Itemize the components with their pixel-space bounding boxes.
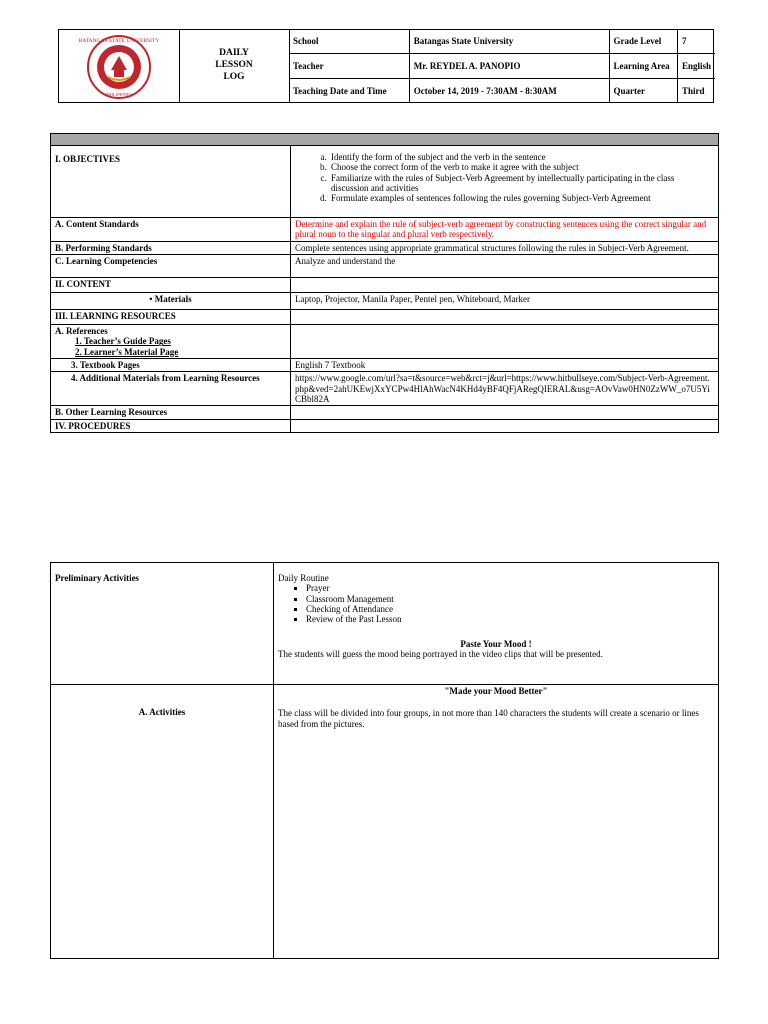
objectives-list-cell xyxy=(291,146,719,218)
objective-item: c. Familiarize with the rules of Subject-Verb Agreement by intellectually participating in the class discussion and activities xyxy=(329,173,714,194)
performing-standards-label: B. Performing Standards xyxy=(51,241,291,254)
dll-line-3: LOG xyxy=(223,71,245,82)
textbook-row xyxy=(51,359,719,372)
textbook-label: 3. Textbook Pages xyxy=(51,359,291,372)
objective-item: b. Choose the correct form of the verb to make it agree with the subject xyxy=(329,162,714,172)
materials-text: Laptop, Projector, Manila Paper, Pentel pen, Whiteboard, Marker xyxy=(291,293,719,310)
school-label: School xyxy=(289,29,409,54)
logo-cell xyxy=(59,30,180,102)
procedures-row xyxy=(51,419,719,432)
performing-standards-text: Complete sentences using appropriate grammatical structures following the rules in Subject-Verb Agreement. xyxy=(291,241,719,254)
materials-label-cell: • Materials xyxy=(51,293,291,310)
objective-item: a. Identify the form of the subject and the verb in the sentence xyxy=(329,152,714,162)
svg-text:PHILIPPINES: PHILIPPINES xyxy=(105,92,133,97)
references-cell xyxy=(51,325,291,359)
content-row xyxy=(51,278,719,293)
preliminary-row xyxy=(51,563,719,685)
quarter-value: Third xyxy=(677,79,715,104)
performing-standards-row xyxy=(51,241,719,254)
svg-text:BATANGAS STATE UNIVERSITY: BATANGAS STATE UNIVERSITY xyxy=(78,38,160,44)
teacher-value: Mr. REYDEL A. PANOPIO xyxy=(409,54,609,79)
references-label: A. References xyxy=(55,326,108,337)
content-standards-label: A. Content Standards xyxy=(51,218,291,242)
activity-text: The class will be divided into four groups, in not more than 140 characters the students will create a scenario or lines based from the pictures. xyxy=(278,708,699,729)
preliminary-label: Preliminary Activities xyxy=(51,563,274,685)
daily-routine-label: Daily Routine xyxy=(278,573,329,583)
objectives-row xyxy=(51,146,719,218)
routine-item: ▪ Classroom Management xyxy=(306,594,714,604)
objective-item: d. Formulate examples of sentences following the rules governing Subject-Verb Agreement xyxy=(329,193,714,203)
procedures-label: IV. PROCEDURES xyxy=(51,419,291,432)
info-row-school xyxy=(289,29,715,54)
additional-materials-row xyxy=(51,372,719,406)
lesson-plan-table xyxy=(50,133,719,433)
routine-item: ▪ Prayer xyxy=(306,583,714,593)
additional-materials-label: 4. Additional Materials from Learning Resources xyxy=(51,372,291,406)
preliminary-content xyxy=(274,563,719,685)
daily-lesson-log-title xyxy=(179,30,290,102)
paste-mood-title: Paste Your Mood ! xyxy=(460,638,532,649)
quarter-label: Quarter xyxy=(609,79,677,104)
activities-label: A. Activities xyxy=(51,685,274,959)
paste-mood-text: The students will guess the mood being portrayed in the video clips that will be presented. xyxy=(278,649,603,660)
content-standards-row xyxy=(51,218,719,242)
gray-header-band xyxy=(51,134,719,146)
other-resources-row xyxy=(51,406,719,419)
learners-material-label: 2. Learner’s Material Page xyxy=(75,346,179,357)
grade-level-label: Grade Level xyxy=(609,29,677,54)
content-standards-text: Determine and explain the rule of subject-verb agreement by constructing sentences using the correct singular and plural noun to the singular and plural verb respectively. xyxy=(291,218,719,242)
other-resources-label: B. Other Learning Resources xyxy=(51,406,291,419)
dll-line-2: LESSON xyxy=(215,60,253,71)
info-table xyxy=(289,29,715,103)
activities-content xyxy=(274,685,719,959)
teachers-guide-label: 1. Teacher’s Guide Pages xyxy=(75,336,171,347)
header-table xyxy=(58,29,714,103)
competencies-row xyxy=(51,255,719,278)
routine-item: ▪ Review of the Past Lesson xyxy=(306,614,714,624)
grade-level-value: 7 xyxy=(677,29,715,54)
materials-row xyxy=(51,293,719,310)
objectives-label: I. OBJECTIVES xyxy=(51,146,291,218)
resources-row xyxy=(51,310,719,325)
teacher-label: Teacher xyxy=(289,54,409,79)
competencies-label: C. Learning Competencies xyxy=(51,255,291,278)
learning-area-value: English xyxy=(677,54,715,79)
resources-label: III. LEARNING RESOURCES xyxy=(51,310,291,325)
date-value: October 14, 2019 - 7:30AM - 8:30AM xyxy=(409,79,609,104)
info-row-date xyxy=(289,79,715,104)
school-value: Batangas State University xyxy=(409,29,609,54)
textbook-text: English 7 Textbook xyxy=(291,359,719,372)
activity-title: "Made your Mood Better" xyxy=(444,686,548,696)
competencies-text: Analyze and understand the xyxy=(291,255,719,278)
procedures-table xyxy=(50,562,719,959)
references-row xyxy=(51,325,719,359)
info-row-teacher xyxy=(289,54,715,79)
activities-row xyxy=(51,685,719,959)
learning-area-label: Learning Area xyxy=(609,54,677,79)
dll-line-1: DAILY xyxy=(219,48,249,59)
routine-item: ▪ Checking of Attendance xyxy=(306,604,714,614)
university-seal-logo xyxy=(59,30,179,102)
materials-label: Materials xyxy=(154,294,192,305)
content-label: II. CONTENT xyxy=(51,278,291,293)
routine-list xyxy=(278,583,714,624)
additional-materials-link[interactable]: https://www.google.com/url?sa=t&source=web&rct=j&url=https://www.hitbullseye.com/Subject-Verb-Agreement.php&ved=2ahUKEwjXxYCPw4HlAhWacN4KHd4yBF4QFjARegQIERAL&usg=AOvVaw0HN0ZzWW_o7U5YiCBbl82A xyxy=(291,372,719,406)
date-label: Teaching Date and Time xyxy=(289,79,409,104)
objectives-list xyxy=(295,152,714,204)
